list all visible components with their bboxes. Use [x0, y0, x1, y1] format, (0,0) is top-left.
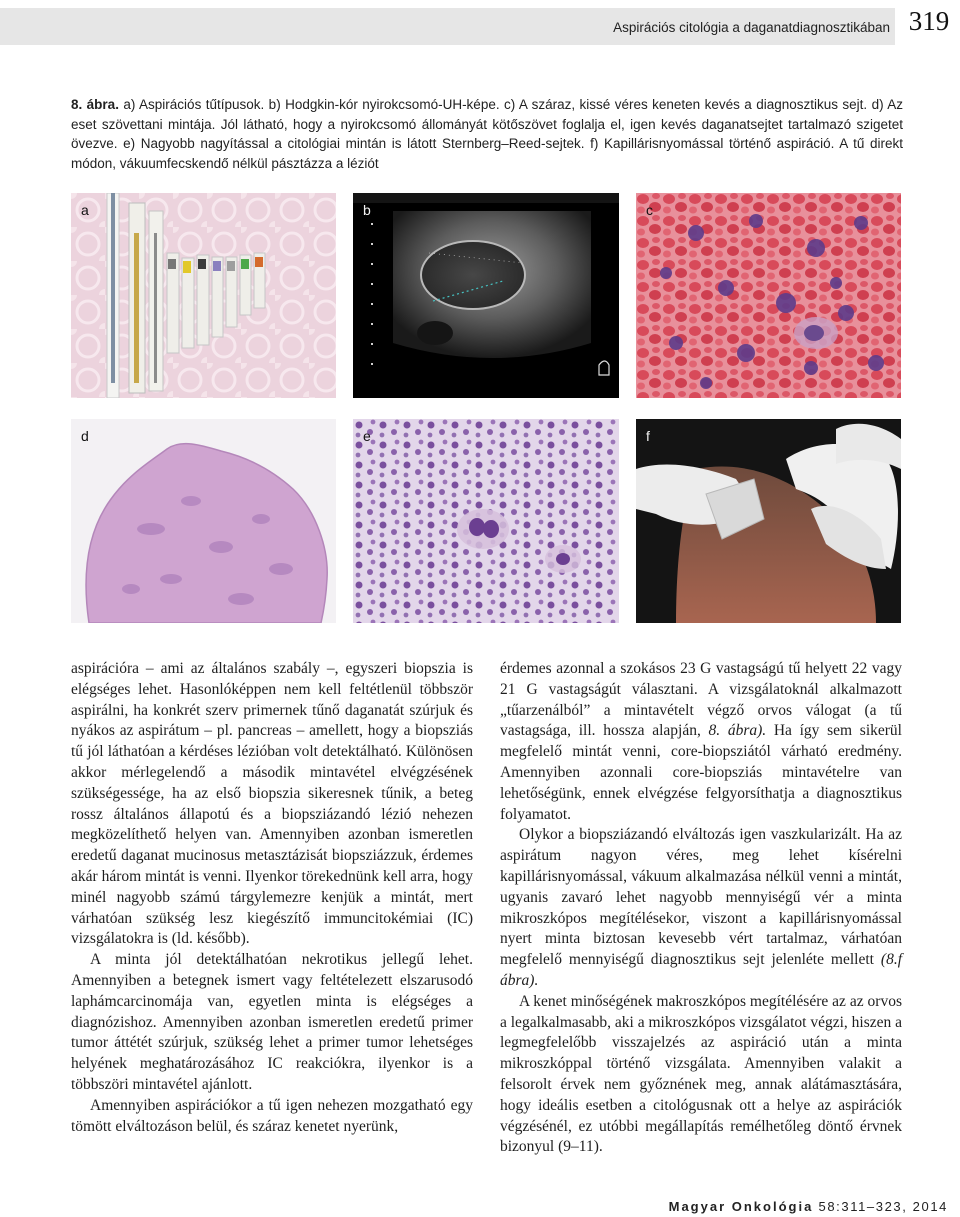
body-column-left — [71, 659, 473, 1137]
right-paragraph-3: A kenet minőségének makroszkópos megítélésére az az orvos a legalkalmasabb, aki a mikroszkópos vizsgálatot végzi, hiszen a legmegfelelőbb visszajelzés az aspiráció után a minta mikroszkóppal történő vizsgálata. Amennyiben valakit a felsorolt érvek nem győznének meg, annak alátámasztására, hogy ideális esetben a citológusnak ott a helye az aspirációk végzésénél, ez utóbbi megállapítás remélhetőleg döntő érvnek bizonyul (9–11). — [500, 992, 903, 1156]
figure-caption — [71, 95, 903, 173]
figure-panel-f-capillary-aspiration — [636, 419, 901, 623]
body-column-right — [500, 659, 902, 1158]
sternberg-reed-micrograph — [353, 419, 619, 623]
smear-micrograph — [636, 193, 901, 398]
right-paragraph-1-text-a: érdemes azonnal a szokásos 23 G vastagságú tű helyett 22 vagy 21 G vastagságút választani. A vizsgálatoknál alkalmazott „tűarzenálból” a mintavételt végző orvos válogat (a tű vastagsága, ill. hossza alapján, — [500, 660, 902, 740]
figure-letter-b: b — [363, 202, 371, 218]
figure-panel-b-ultrasound — [353, 193, 619, 398]
figure-panel-c-smear — [636, 193, 901, 398]
journal-footer — [669, 1199, 948, 1214]
figure-panel-a-needles — [71, 193, 336, 398]
right-paragraph-2-text: Olykor a biopsziázandó elváltozás igen vaszkularizált. Ha az aspirátum nagyon véres, meg lehet kísérelni kapillárisnyomással, vákuum alkalmazása nélkül venni a mintát, ugyanis zavaró lehet nagyobb mennyiségű vér a minta mikroszkópos megítélésekor, viszont a kapillárisnyomással nyert minta biztosan kevesebb vért tartalmaz, várhatóan megfelelő mennyiségű diagnosztikus sejt jelenléte mellett — [500, 826, 902, 969]
figure-label: 8. ábra. — [71, 97, 119, 112]
figure-reference-8: 8. ábra). — [708, 722, 767, 740]
right-paragraph-1 — [500, 659, 902, 825]
figure-letter-c: c — [646, 202, 653, 218]
capillary-aspiration-photo — [636, 419, 901, 623]
figure-letter-a: a — [81, 202, 89, 218]
figure-letter-f: f — [646, 428, 650, 444]
figure-caption-text: a) Aspirációs tűtípusok. b) Hodgkin-kór nyirokcsomó-UH-képe. c) A száraz, kissé véres keneten kevés a diagnosztikus sejt. d) Az eset szövettani mintája. Jól látható, hogy a nyirokcsomó állományát kötőszövet foglalja el, igen kevés daganatsejtet tartalmazó szigetet övezve. e) Nagyobb nagyítással a citológiai mintán is látott Sternberg–Reed-sejtek. f) Kapillárisnyomással történő aspiráció. A tű direkt módon, vákuumfecskendő nélkül pásztázza a léziót — [71, 97, 904, 171]
figure-letter-d: d — [81, 428, 89, 444]
figure-letter-e: e — [363, 428, 371, 444]
ultrasound-image — [353, 193, 619, 398]
figure-panel-e-sternberg-reed — [353, 419, 619, 623]
page-number: 319 — [908, 6, 950, 36]
journal-reference: 58:311–323, 2014 — [813, 1199, 948, 1214]
figure-panel-d-histology — [71, 419, 336, 623]
left-paragraph-2: A minta jól detektálhatóan nekrotikus jellegű lehet. Amennyiben a betegnek ismert vagy feltételezett elszarusodó laphámcarcinomája van, egyetlen minta is elégséges a diagnózishoz. Amennyiben azonban ismeretlen eredetű primer tumor áttétét szúrjuk, szükség lehet a primer tumor lehetséges helyének meghatározásához IC reakciókra, ilyenkor is a többszöri mintavétel ajánlott. — [71, 951, 473, 1093]
needles-photo — [71, 193, 336, 398]
running-header-title: Aspirációs citológia a daganatdiagnosztikában — [613, 20, 890, 35]
left-paragraph-1: aspirációra – ami az általános szabály –, egyszeri biopszia is elégséges lehet. Hasonlóképpen nem kell feltétlenül többször aspirálni, ha konkrét szerv primernek tűnő daganatát szúrjuk és nyákos az aspirátum – pl. pancreas – amellett, hogy a biopsziás tű jól láthatóan a kérdéses lézióban volt detektálható. Különösen akkor mérlegelendő a második mintavétel elvégzésének szükségessége, ha az első biopszia sikeresnek tűnik, a beteg rossz általános állapotú és a biopsziázandó lézió nehezen megközelíthető helyen van. Amennyiben azonban ismeretlen eredetű daganat mucinosus metasztázisát biopsziázzuk, érdemes akár három mintát is venni. Ilyenkor törekednünk kell arra, hogy minél nagyobb számú tárgylemezre kenjük a mintát, mert várhatóan szükség lesz kiegészítő immuncitokémiai (IC) vizsgálatokra is (ld. később). — [71, 660, 473, 948]
right-paragraph-2 — [500, 825, 902, 991]
journal-name: Magyar Onkológia — [668, 1199, 814, 1214]
histology-section — [71, 419, 336, 623]
figure-reference-8f: (8.f ábra). — [500, 951, 902, 989]
right-paragraph-1-text-b: Ha így sem sikerül megfelelő mintát venni, core-biopsziától várható eredmény. Amennyiben azonnali core-biopsziás mintavételre van lehetőségünk, ennek elvégzése felgyorsíthatja a diagnosztikus folyamatot. — [500, 722, 902, 823]
left-paragraph-3: Amennyiben aspirációkor a tű igen nehezen mozgatható egy tömött elváltozáson belül, és száraz kenetet nyerünk, — [71, 1096, 473, 1135]
